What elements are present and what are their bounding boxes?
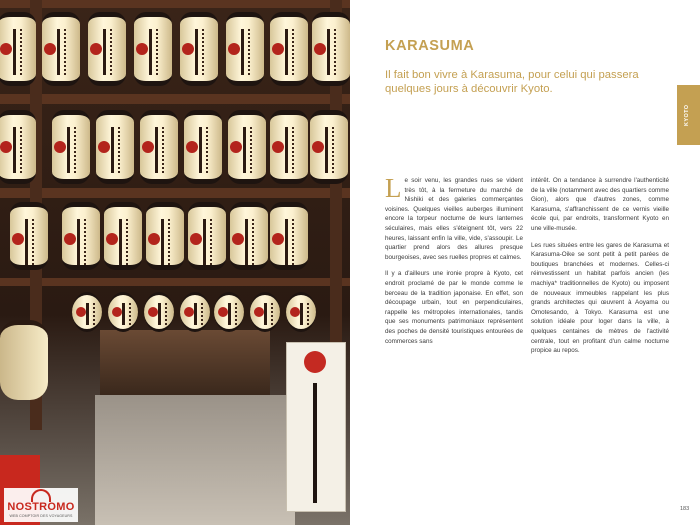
wood-beam — [0, 94, 350, 104]
paragraph: intérêt. On a tendance à surrendre l'authenticité de la ville (notamment avec des quartiers comme Gion), alors que d'autres zones, comme Karasuma, s'affranchissent de ce vernis vieille école qui, par endroits, transforment Kyoto en une ville-musée. — [531, 177, 669, 232]
paper-lantern — [188, 202, 226, 270]
paper-lantern — [10, 202, 48, 270]
logo-name: NOSTROMO — [7, 501, 75, 513]
paragraph: Les rues situées entre les gares de Karasuma et Karasuma-Oike se sont petit à petit parées de boutiques branchées et modernes. Celles-ci réinvestissent un habitat parfois ancien (les machiya* traditionnelles de Kyoto) ou imposent de nouveaux immeubles rappelant les plus grands architectes qui œuvrent à Aoyama ou Omotesando, à Tokyo. Karasuma est une solution idéale pour loger dans la ville, à quelques centaines de mètres de l'activité centrale, tout en profitant d'un calme nocturne propice au repos. — [531, 241, 669, 355]
text-column-1 — [385, 173, 523, 353]
paper-lantern-small — [144, 292, 174, 332]
stone-path — [95, 395, 295, 525]
shrine-building — [100, 330, 270, 395]
paper-lantern — [42, 12, 80, 86]
chapter-tab — [677, 85, 700, 145]
paper-lantern — [146, 202, 184, 270]
page-number: 183 — [680, 506, 690, 512]
paper-lantern-small — [286, 292, 316, 332]
paper-lantern — [140, 110, 178, 184]
chapter-tab-label: KYOTO — [684, 104, 690, 126]
paper-lantern — [52, 110, 90, 184]
page-subtitle: Il fait bon vivre à Karasuma, pour celui qui passera quelques jours à découvrir Kyoto. — [385, 69, 639, 96]
paper-lantern — [88, 12, 126, 86]
paper-lantern — [180, 12, 218, 86]
paper-lantern — [230, 202, 268, 270]
wood-beam — [0, 0, 350, 8]
paper-lantern-small — [72, 292, 102, 332]
text-column-2 — [531, 176, 669, 363]
logo-tagline: WEB COMPTOIR DES VOYAGEURS — [9, 514, 73, 518]
paper-lantern-small — [180, 292, 210, 332]
paper-lantern-small — [214, 292, 244, 332]
paper-lantern — [310, 110, 348, 184]
paper-lantern — [312, 12, 350, 86]
wood-beam — [0, 278, 350, 286]
paragraph — [385, 173, 523, 262]
paper-lantern — [270, 202, 308, 270]
paper-lantern-small — [250, 292, 280, 332]
paper-lantern — [134, 12, 172, 86]
paper-lantern — [96, 110, 134, 184]
wood-beam — [0, 188, 350, 198]
paper-lantern — [226, 12, 264, 86]
publisher-logo — [4, 488, 78, 522]
large-lantern — [0, 320, 48, 400]
paragraph-text: e soir venu, les grandes rues se vident très tôt, à la fermeture du marché de Nishiki et des galeries commerçantes voisines. Quelques vieilles auberges illuminent encore la torpeur nocturne de leurs lanternes séculaires, mais elles s'éteignent tôt, vers 22 heures, laissant enfin la ville, vide, s'assoupir. Le quartier prend alors des allures presque bourgeoises, avec ses ruelles propres et calmes. — [385, 177, 523, 261]
paper-lantern — [184, 110, 222, 184]
paper-lantern — [270, 110, 308, 184]
dropcap: L — [385, 173, 402, 203]
paper-lantern-small — [108, 292, 138, 332]
paper-lantern — [228, 110, 266, 184]
paper-lantern — [62, 202, 100, 270]
paper-lantern — [104, 202, 142, 270]
paragraph: Il y a d'ailleurs une ironie propre à Kyoto, cet endroit proclamé de par le monde comme le berceau de la tradition japonaise. En effet, son découpage urbain, tout en perpendiculaires, rappelle les métropoles internationales, tandis que ses monuments patrimoniaux représentent des poches de densité touristiques entourées de commerces sans — [385, 270, 523, 345]
paper-lantern — [0, 110, 36, 184]
page-title: KARASUMA — [385, 38, 475, 54]
paper-lantern — [0, 12, 36, 86]
shrine-banner — [286, 342, 346, 512]
paper-lantern — [270, 12, 308, 86]
